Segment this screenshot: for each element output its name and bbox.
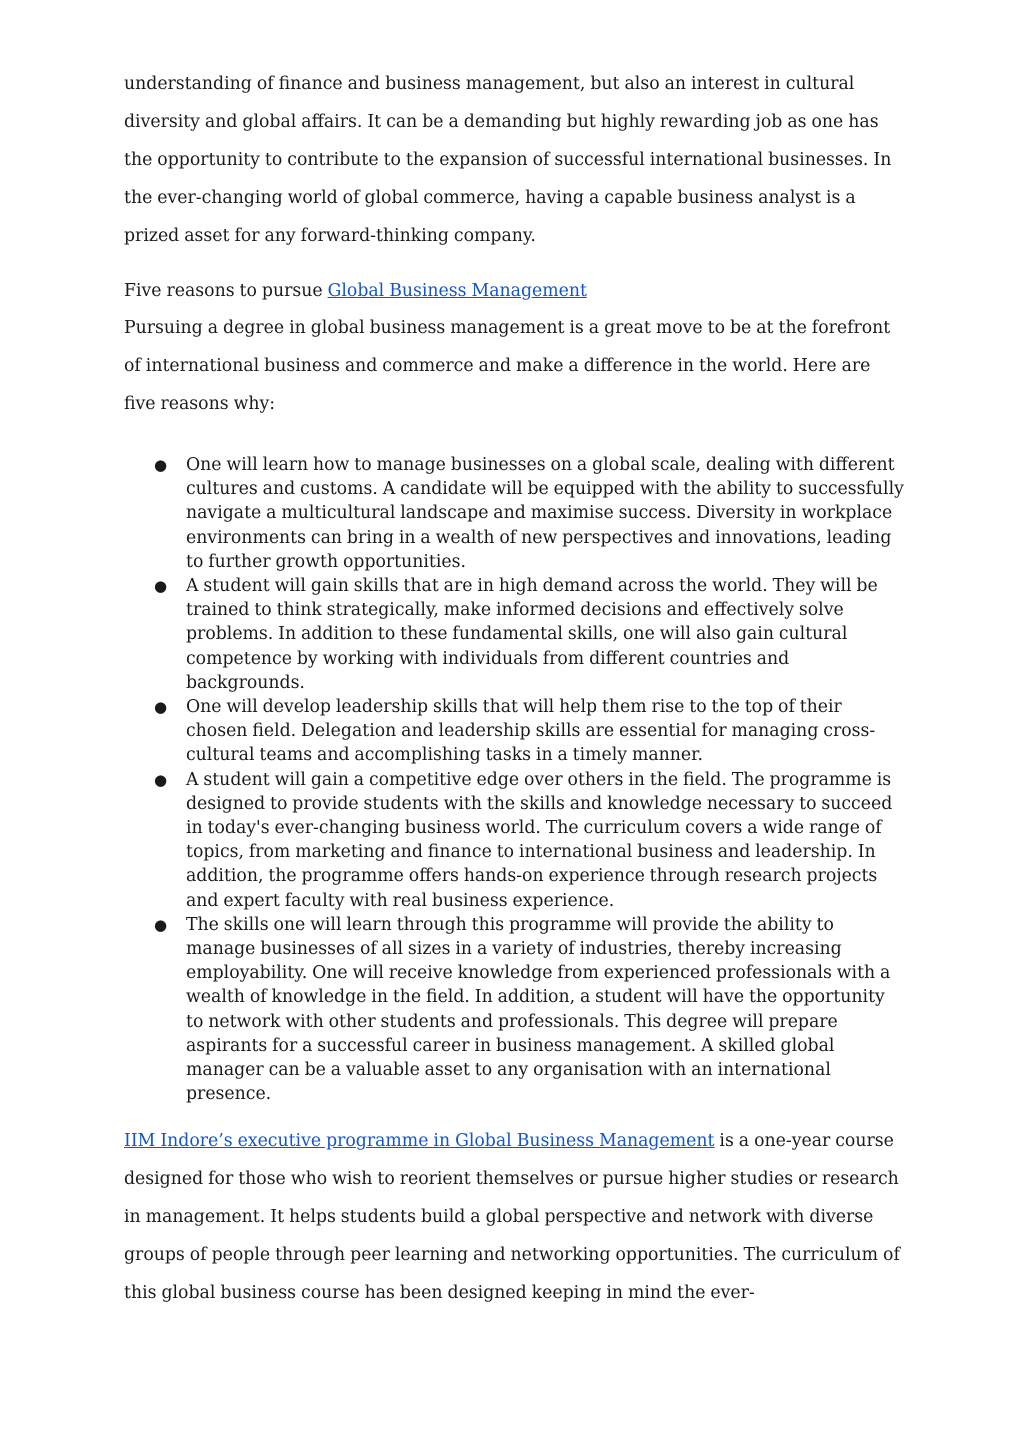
- reasons-list: [124, 453, 904, 1106]
- bullet-icon: ●: [154, 698, 168, 717]
- closing-paragraph: [124, 1122, 904, 1312]
- iim-indore-programme-link[interactable]: IIM Indore’s executive programme in Global Business Management: [124, 1131, 715, 1152]
- bullet-icon: ●: [154, 915, 168, 934]
- bullet-icon: ●: [154, 770, 168, 789]
- list-item: [124, 913, 904, 1107]
- section-heading-prefix: Five reasons to pursue: [124, 281, 328, 301]
- list-item: [124, 574, 904, 695]
- bullet-icon: ●: [154, 577, 168, 596]
- section-lead-paragraph: Pursuing a degree in global business management is a great move to be at the forefront of international business and commerce and make a difference in the world. Here are five reasons why:: [124, 318, 891, 414]
- list-item-text: One will learn how to manage businesses on a global scale, dealing with different cultures and customs. A candidate will be equipped with the ability to successfully navigate a multicultural landscape and maximise success. Diversity in workplace environments can bring in a wealth of new perspectives and innovations, leading to further growth opportunities.: [186, 455, 904, 572]
- list-item-text: A student will gain a competitive edge over others in the field. The programme is designed to provide students with the skills and knowledge necessary to succeed in today's ever-changing business world. The curriculum covers a wide range of topics, from marketing and finance to international business and leadership. In addition, the programme offers hands-on experience through research projects and expert faculty with real business experience.: [186, 769, 893, 911]
- list-item: [124, 695, 904, 768]
- list-item-text: A student will gain skills that are in high demand across the world. They will be trained to think strategically, make informed decisions and effectively solve problems. In addition to these fundamental skills, one will also gain cultural competence by working with individuals from different countries and backgrounds.: [186, 576, 878, 693]
- list-item-text: One will develop leadership skills that will help them rise to the top of their chosen field. Delegation and leadership skills are essential for managing cross-cultural teams and accomplishing tasks in a timely manner.: [186, 697, 876, 766]
- list-item-text: The skills one will learn through this programme will provide the ability to manage businesses of all sizes in a variety of industries, thereby increasing employability. One will receive knowledge from experienced professionals with a wealth of knowledge in the field. In addition, a student will have the opportunity to network with other students and professionals. This degree will prepare aspirants for a successful career in business management. A skilled global manager can be a valuable asset to any organisation with an international presence.: [186, 914, 891, 1105]
- intro-paragraph: understanding of finance and business management, but also an interest in cultural diversity and global affairs. It can be a demanding but highly rewarding job as one has the opportunity to contribute to the expansion of successful international businesses. In the ever-changing world of global commerce, having a capable business analyst is a prized asset for any forward-thinking company.: [124, 74, 892, 246]
- section-heading: [124, 273, 904, 309]
- document-page: [124, 65, 904, 1312]
- list-item: [124, 453, 904, 574]
- list-item: [124, 768, 904, 913]
- closing-paragraph-text: is a one-year course designed for those who wish to reorient themselves or pursue higher studies or research in management. It helps students build a global perspective and network with diverse groups of people through peer learning and networking opportunities. The curriculum of this global business course has been designed keeping in mind the ever-: [124, 1131, 900, 1304]
- bullet-icon: ●: [154, 456, 168, 474]
- global-business-management-link[interactable]: Global Business Management: [327, 281, 587, 301]
